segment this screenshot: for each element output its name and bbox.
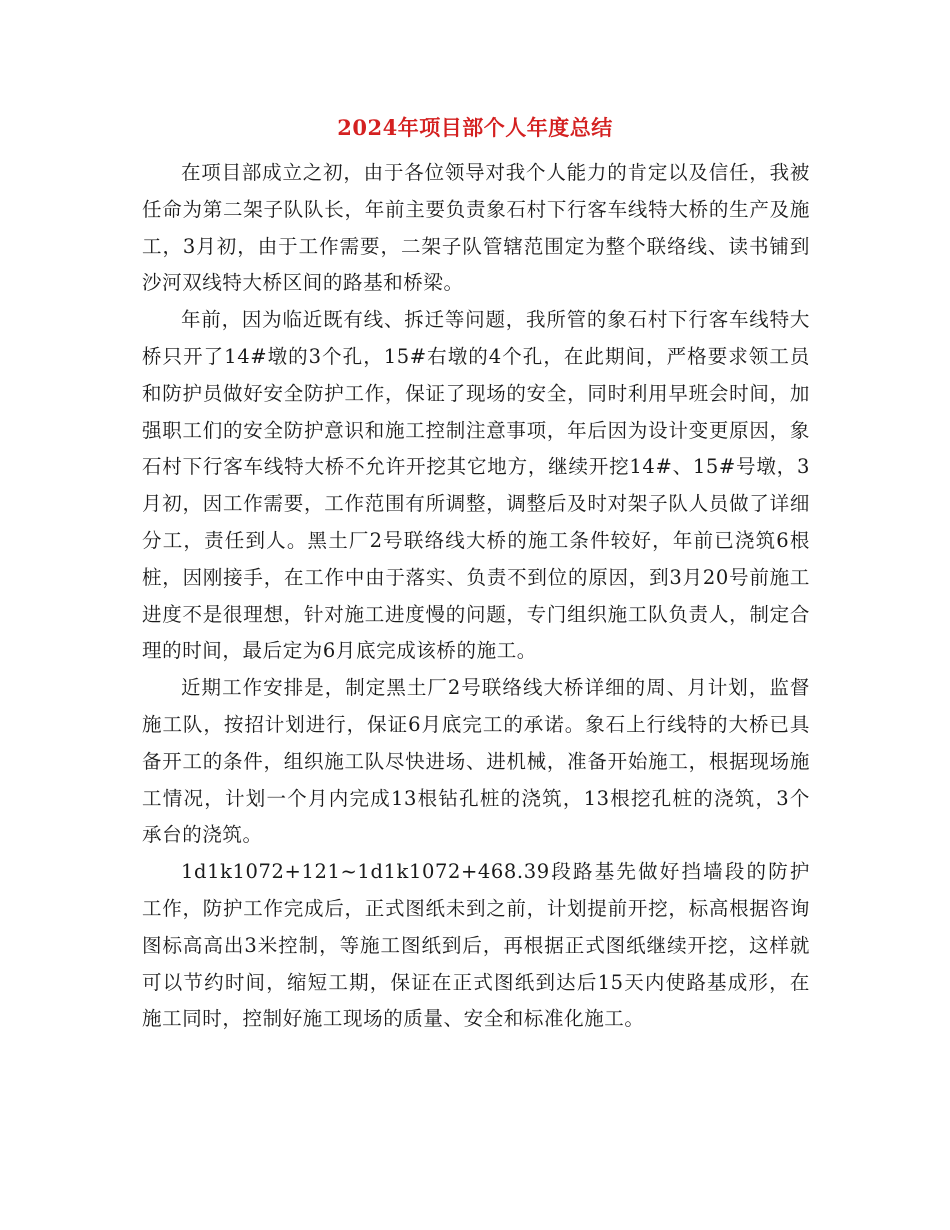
paragraph: 1d1k1072+121~1d1k1072+468.39段路基先做好挡墙段的防护工作，防护工作完成后，正式图纸未到之前，计划提前开挖，标高根据咨询图标高高出3米控制，等施工图纸到后，再根据正式图纸继续开挖，这样就可以节约时间，缩短工期，保证在正式图纸到达后15天内使路基成形，在施工同时，控制好施工现场的质量、安全和标准化施工。 — [142, 860, 810, 1031]
document-body — [142, 155, 810, 1038]
paragraph: 年前，因为临近既有线、拆迁等问题，我所管的象石村下行客车线特大桥只开了14#墩的3个孔，15#右墩的4个孔，在此期间，严格要求领工员和防护员做好安全防护工作，保证了现场的安全，同时利用早班会时间，加强职工们的安全防护意识和施工控制注意事项，年后因为设计变更原因，象石村下行客车线特大桥不允许开挖其它地方，继续开挖14#、15#号墩，3月初，因工作需要，工作范围有所调整，调整后及时对架子队人员做了详细分工，责任到人。黑土厂2号联络线大桥的施工条件较好，年前已浇筑6根桩，因刚接手，在工作中由于落实、负责不到位的原因，到3月20号前施工进度不是很理想，针对施工进度慢的问题，专门组织施工队负责人，制定合理的时间，最后定为6月底完成该桥的施工。 — [142, 308, 810, 663]
paragraph: 在项目部成立之初，由于各位领导对我个人能力的肯定以及信任，我被任命为第二架子队队长，年前主要负责象石村下行客车线特大桥的生产及施工，3月初，由于工作需要，二架子队管辖范围定为整个联络线、读书铺到沙河双线特大桥区间的路基和桥梁。 — [142, 161, 810, 295]
paragraph: 近期工作安排是，制定黑土厂2号联络线大桥详细的周、月计划，监督施工队，按招计划进行，保证6月底完工的承诺。象石上行线特的大桥已具备开工的条件，组织施工队尽快进场、进机械，准备开始施工，根据现场施工情况，计划一个月内完成13根钻孔桩的浇筑，13根挖孔桩的浇筑，3个承台的浇筑。 — [142, 676, 810, 847]
document-title: 2024年项目部个人年度总结 — [337, 115, 613, 140]
